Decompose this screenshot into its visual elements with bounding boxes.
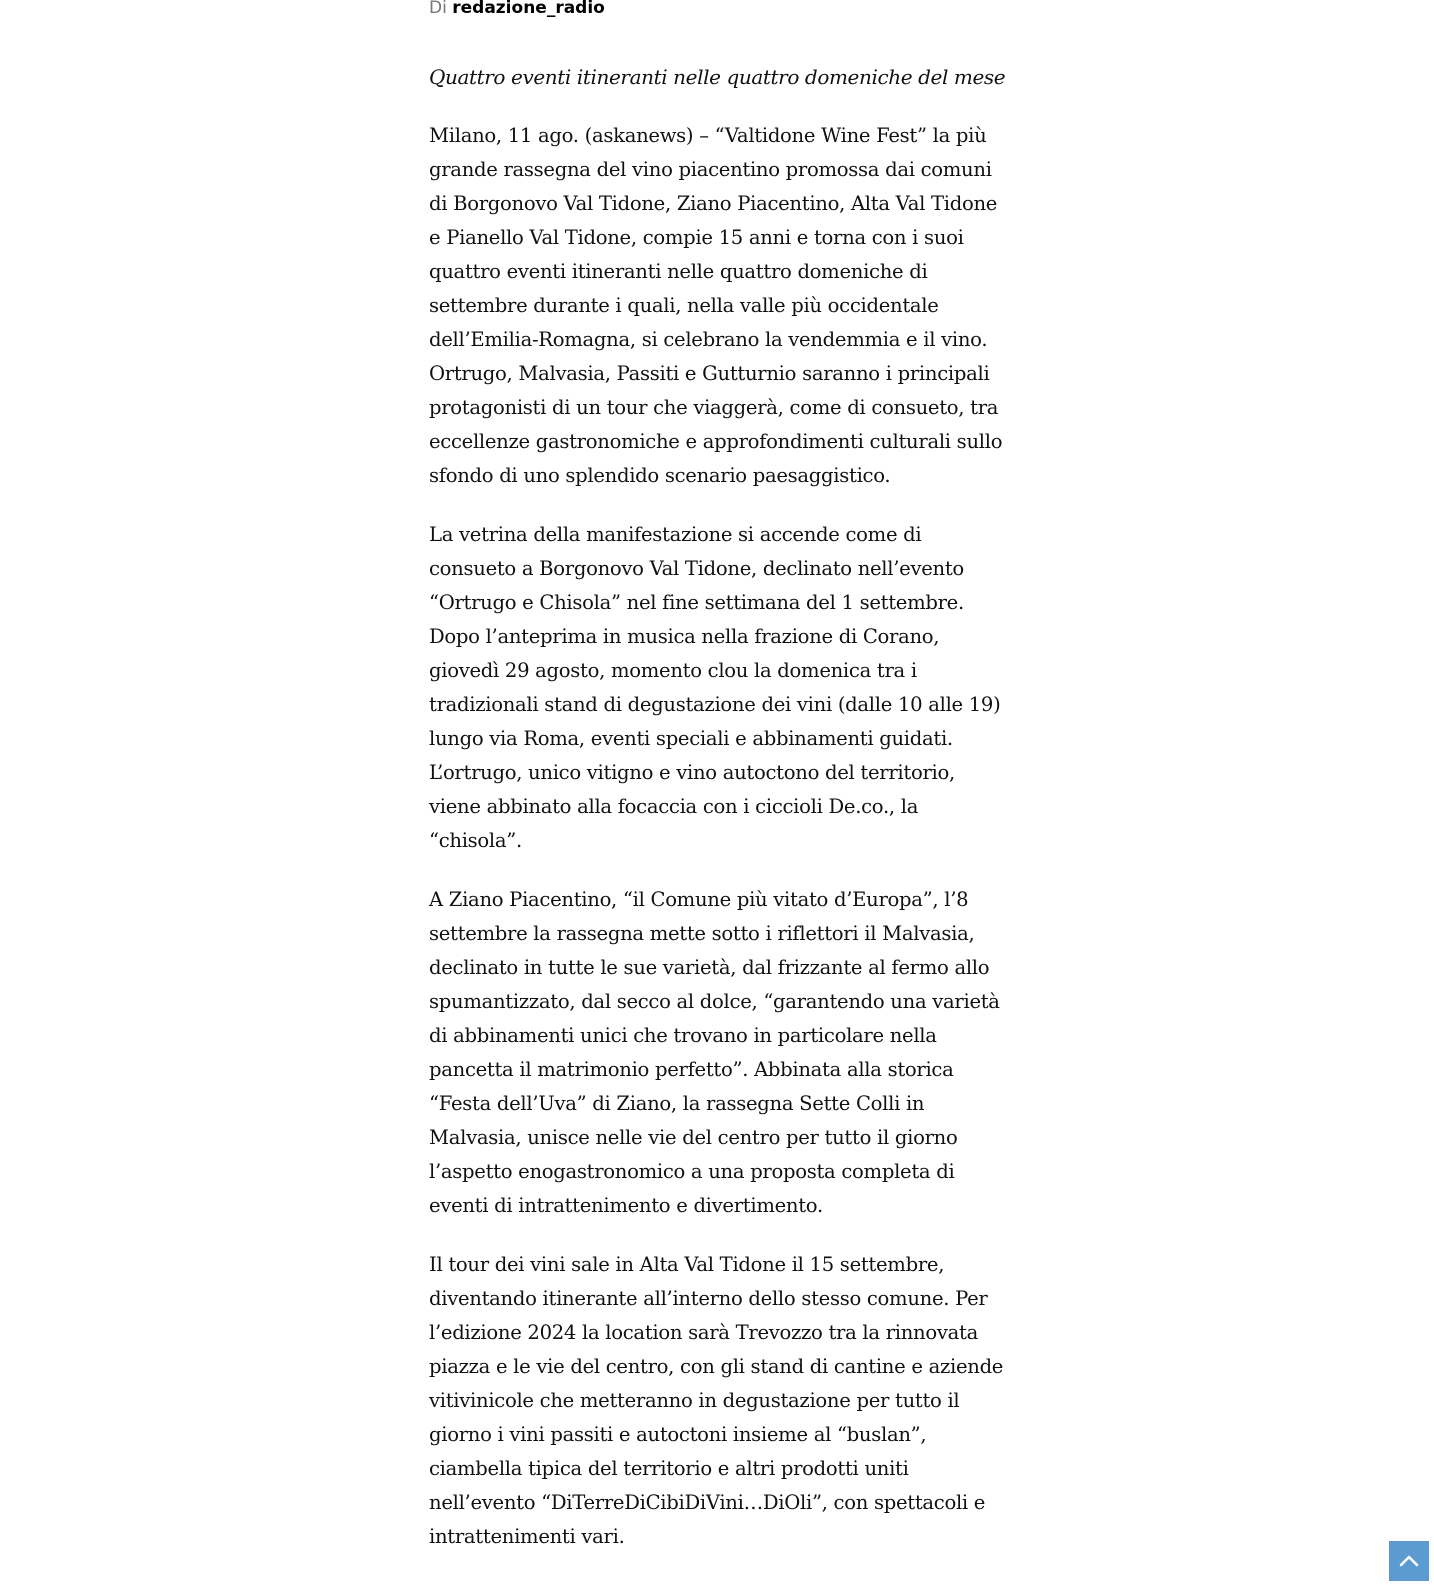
byline-prefix: Di bbox=[429, 0, 447, 18]
article-paragraph: Milano, 11 ago. (askanews) – “Valtidone Wine Fest” la più grande rassegna del vino piacentino promossa dai comuni di Borgonovo Val Tidone, Ziano Piacentino, Alta Val Tidone e Pianello Val Tidone, compie 15 anni e torna con i suoi quattro eventi itineranti nelle quattro domeniche di settembre durante i quali, nella valle più occidentale dell’Emilia-Romagna, si celebrano la vendemmia e il vino. Ortrugo, Malvasia, Passiti e Gutturnio saranno i principali protagonisti di un tour che viaggerà, come di consueto, tra eccellenze gastronomiche e approfondimenti culturali sullo sfondo di uno splendido scenario paesaggistico. bbox=[429, 124, 1003, 487]
author-link[interactable]: redazione_radio bbox=[452, 0, 605, 18]
back-to-top-button[interactable] bbox=[1389, 1541, 1429, 1581]
article-paragraph: Il tour dei vini sale in Alta Val Tidone il 15 settembre, diventando itinerante all’interno dello stesso comune. Per l’edizione 2024 la location sarà Trevozzo tra la rinnovata piazza e le vie del centro, con gli stand di cantine e aziende vitivinicole che metteranno in degustazione per tutto il giorno i vini passiti e autoctoni insieme al “buslan”, ciambella tipica del territorio e altri prodotti uniti nell’evento “DiTerreDiCibiDiVini…DiOli”, con spettacoli e intrattenimenti vari. bbox=[429, 1253, 1004, 1548]
chevron-up-icon bbox=[1389, 1541, 1429, 1581]
article-body bbox=[429, 119, 1009, 1579]
article-paragraph: La vetrina della manifestazione si accende come di consueto a Borgonovo Val Tidone, declinato nell’evento “Ortrugo e Chisola” nel fine settimana del 1 settembre. Dopo l’anteprima in musica nella frazione di Corano, giovedì 29 agosto, momento clou la domenica tra i tradizionali stand di degustazione dei vini (dalle 10 alle 19) lungo via Roma, eventi speciali e abbinamenti guidati. L’ortrugo, unico vitigno e vino autoctono del territorio, viene abbinato alla focaccia con i ciccioli De.co., la “chisola”. bbox=[429, 523, 1001, 852]
byline bbox=[429, 0, 605, 20]
article-paragraph: A Ziano Piacentino, “il Comune più vitato d’Europa”, l’8 settembre la rassegna mette sotto i riflettori il Malvasia, declinato in tutte le sue varietà, dal frizzante al fermo allo spumantizzato, dal secco al dolce, “garantendo una varietà di abbinamenti unici che trovano in particolare nella pancetta il matrimonio perfetto”. Abbinata alla storica “Festa dell’Uva” di Ziano, la rassegna Sette Colli in Malvasia, unisce nelle vie del centro per tutto il giorno l’aspetto enogastronomico a una proposta completa di eventi di intrattenimento e divertimento. bbox=[429, 888, 1000, 1217]
article-subtitle: Quattro eventi itineranti nelle quattro domeniche del mese bbox=[429, 65, 1006, 89]
